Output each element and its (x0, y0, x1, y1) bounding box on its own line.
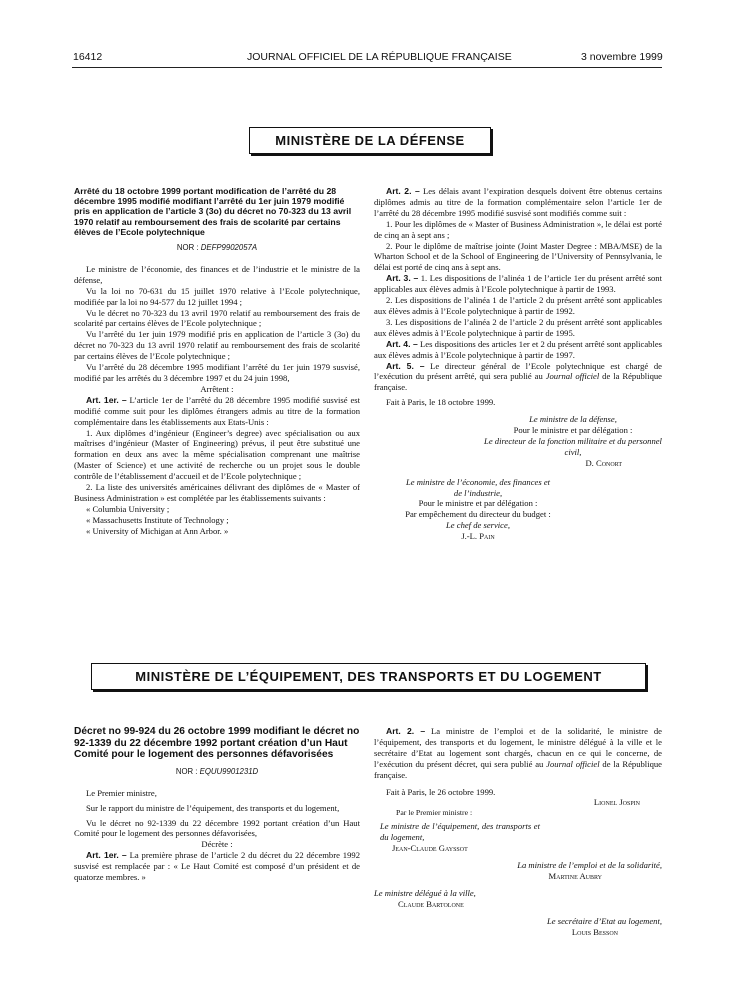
paragraph: Le ministre de l’économie, des finances et de l’industrie et le ministre de la défense, (74, 263, 360, 285)
signatory-title: Le ministre de la défense, (529, 414, 617, 425)
decrete-heading: Décrète : (201, 839, 233, 850)
signatory-name: J.-L. Pain (461, 531, 495, 542)
signatory-title: Le ministre délégué à la ville, (374, 887, 476, 898)
signatory-name: Claude Bartolone (398, 898, 464, 909)
nor-label: NOR : (176, 243, 199, 253)
ministry-box-defense (249, 127, 491, 154)
page-number: 16412 (73, 51, 103, 63)
article-lead: Art. 2. – (386, 186, 420, 196)
ministry-title: MINISTÈRE DE L’ÉQUIPEMENT, DES TRANSPORTS ET DU LOGEMENT (135, 669, 602, 684)
signature-block-economy (374, 477, 662, 542)
impediment: Par empêchement du directeur du budget : (405, 509, 551, 520)
article-1 (74, 850, 360, 883)
decree-title: Arrêté du 18 octobre 1999 portant modification de l’arrêté du 28 décembre 1995 modifié modifiant l’arrêté du 1er juin 1979 modifié pris en application de l’article 3 (3o) du décret no 70-323 du 13 avril 1970 relatif au remboursement des frais de scolarité par certains élèves de l’Ecole polytechnique (74, 186, 352, 237)
article-text: Les dispositions des articles 1er et 2 du présent arrêté sont applicables aux élèves admis à l’Ecole polytechnique à partir de 1997. (374, 338, 662, 360)
journal-title: JOURNAL OFFICIEL DE LA RÉPUBLIQUE FRANÇAISE (247, 51, 512, 63)
article-2 (374, 726, 662, 781)
ministry-box-equipement (91, 663, 646, 690)
signatory-name: Jean-Claude Gayssot (392, 843, 468, 854)
article-lead: Art. 1er. – (86, 850, 127, 861)
header-rule (72, 67, 662, 68)
delegation: Pour le ministre et par délégation : (418, 498, 538, 509)
paragraph: 1. Pour les diplômes de « Master of Business Administration », le délai est porté de cinq an à sept ans ; (374, 218, 662, 240)
article-text: La ministre de l’emploi et de la solidarité, le ministre de l’équipement, des transports et du logement, le ministre délégué à la ville et le secrétaire d’Etat au logement sont chargés, chacun en ce qui le concerne, de l’exécution du présent décret, qui sera publié au (374, 726, 662, 769)
signature-block-defense (374, 414, 662, 469)
list-item: « Massachusetts Institute of Technology ; (86, 514, 229, 525)
signing-date: Fait à Paris, le 26 octobre 1999. (386, 786, 496, 797)
paragraph: 2. Les dispositions de l’alinéa 1 de l’article 2 du présent arrêté sont applicables aux élèves admis à l’Ecole polytechnique à partir de 1992. (374, 295, 662, 316)
paragraph: 2. Pour le diplôme de maîtrise jointe (Joint Master Degree : MBA/MSE) de la Wharton School et de la School of Engineering de l’University of Pennsylvania, le délai est porté de cinq ans à sept ans. (374, 240, 662, 273)
issue-date: 3 novembre 1999 (581, 51, 663, 63)
article-3 (374, 273, 662, 295)
article-2 (374, 186, 662, 219)
nor-reference (74, 767, 360, 778)
nor-code: EQUU9901231D (199, 766, 259, 776)
list-item: « University of Michigan at Ann Arbor. » (86, 525, 229, 536)
article-text: de la République française. (374, 371, 662, 393)
paragraph: Vu le décret no 92-1339 du 22 décembre 1992 portant création d’un Haut Comité pour le logement des personnes défavorisées, (74, 817, 360, 839)
decree-title: Décret no 99-924 du 26 octobre 1999 modifiant le décret no 92-1339 du 22 décembre 1992 portant création d’un Haut Comité pour le logement des personnes défavorisées (74, 726, 360, 761)
delegation: Pour le ministre et par délégation : (513, 425, 633, 436)
article-text: Le directeur général de l’Ecole polytechnique est chargé de l’exécution du présent arrêté, qui sera publié au (374, 360, 662, 382)
section2-left-column (74, 726, 360, 883)
list-item: « Columbia University ; (86, 503, 170, 514)
paragraph: 1. Aux diplômes d’ingénieur (Engineer’s degree) avec spécialisation ou aux maîtrises d’ingénieur (Master of Engineering) prévus, il peut être substitué une formation en deux ans avec la même spécialisation comprenant une maîtrise (Master of Science) et une activité de recherche ou un projet sous le double contrôle de l’établissement d’accueil et de l’Ecole polytechnique ; (74, 427, 360, 482)
article-lead: Art. 2. – (386, 726, 426, 736)
paragraph: Sur le rapport du ministre de l’équipement, des transports et du logement, (86, 802, 340, 813)
article-text: 1. Les dispositions de l’alinéa 1 de l’article 1er du présent arrêté sont applicables aux élèves admis à l’Ecole polytechnique à partir de 1993. (374, 273, 662, 295)
signatory-role: Le directeur de la fonction militaire et du personnel civil, (484, 435, 662, 457)
nor-code: DEFP9902057A (200, 243, 258, 253)
paragraph: Vu le décret no 70-323 du 13 avril 1970 relatif au remboursement des frais de scolarité par certains élèves de l’Ecole polytechnique ; (74, 307, 360, 329)
article-4 (374, 339, 662, 361)
signing-date: Fait à Paris, le 18 octobre 1999. (386, 397, 496, 408)
journal-officiel-ref: Journal officiel (546, 758, 600, 769)
signatory-title: Le ministre de l’économie, des finances et de l’industrie, (405, 476, 551, 498)
paragraph: Vu la loi no 70-631 du 15 juillet 1970 relative à l’Ecole polytechnique, modifiée par la loi no 94-577 du 12 juillet 1994 ; (74, 285, 360, 307)
paragraph: 2. La liste des universités américaines délivrant des diplômes de « Master of Business Administration » est complétée par les établissements suivants : (74, 482, 360, 503)
signatory-title: Le ministre de l’équipement, des transports et du logement, (380, 821, 540, 843)
paragraph: Vu l’arrêté du 1er juin 1979 modifié pris en application de l’article 3 (3o) du décret no 70-323 du 13 avril 1970 relatif au remboursement des frais de scolarité par certains élèves de l’Ecole polytechnique ; (74, 329, 360, 362)
article-text: Les délais avant l’expiration desquels doivent être obtenus certains diplômes admis au titre de la formation complémentaire selon l’article 1er de l’arrêté du 28 décembre 1995 modifié susvisé sont modifiés comme suit : (374, 186, 662, 218)
article-5 (374, 361, 662, 394)
page-header (0, 51, 731, 67)
signatory-name: D. Conort (585, 457, 622, 468)
nor-reference (74, 243, 360, 254)
paragraph: Le Premier ministre, (86, 787, 157, 798)
signatory-name: Martine Aubry (548, 870, 602, 881)
pm-name: Lionel Jospin (593, 797, 640, 808)
section1-left-column (74, 186, 360, 537)
signatory-name: Louis Besson (571, 926, 618, 937)
pm-by: Par le Premier ministre : (396, 808, 473, 818)
journal-officiel-ref: Journal officiel (545, 371, 600, 382)
article-lead: Art. 5. – (386, 360, 425, 371)
nor-label: NOR : (175, 766, 198, 776)
article-lead: Art. 3. – (386, 273, 419, 284)
article-1 (74, 395, 360, 428)
article-lead: Art. 1er. – (86, 394, 127, 405)
section2-right-column (374, 726, 662, 937)
ministry-title: MINISTÈRE DE LA DÉFENSE (275, 133, 465, 148)
paragraph: 3. Les dispositions de l’alinéa 2 de l’article 2 du présent arrêté sont applicables aux élèves admis à l’Ecole polytechnique à partir de 1995. (374, 316, 662, 338)
arretent-heading: Arrêtent : (200, 383, 234, 394)
signatory-role: Le chef de service, (446, 520, 510, 531)
section1-right-column (374, 186, 662, 542)
paragraph: Vu l’arrêté du 28 décembre 1995 modifiant l’arrêté du 1er juin 1979 susvisé, modifié par les arrêtés du 3 décembre 1997 et du 24 juin 1998, (74, 362, 360, 383)
signatory-title: Le secrétaire d’Etat au logement, (547, 915, 662, 926)
article-lead: Art. 4. – (386, 338, 418, 349)
article-text: L’article 1er de l’arrêté du 28 décembre 1995 modifié susvisé est modifié comme suit pour les diplômes étrangers admis au titre de la formation complémentaire dans les établissements aux Etats-Unis : (74, 394, 360, 427)
article-text: La première phrase de l’article 2 du décret du 22 décembre 1992 susvisé est remplacée par : « Le Haut Comité est composé d’un président et de quatorze membres. » (74, 850, 360, 883)
signatory-title: La ministre de l’emploi et de la solidarité, (517, 859, 662, 870)
article-text: de la République française. (374, 758, 662, 780)
